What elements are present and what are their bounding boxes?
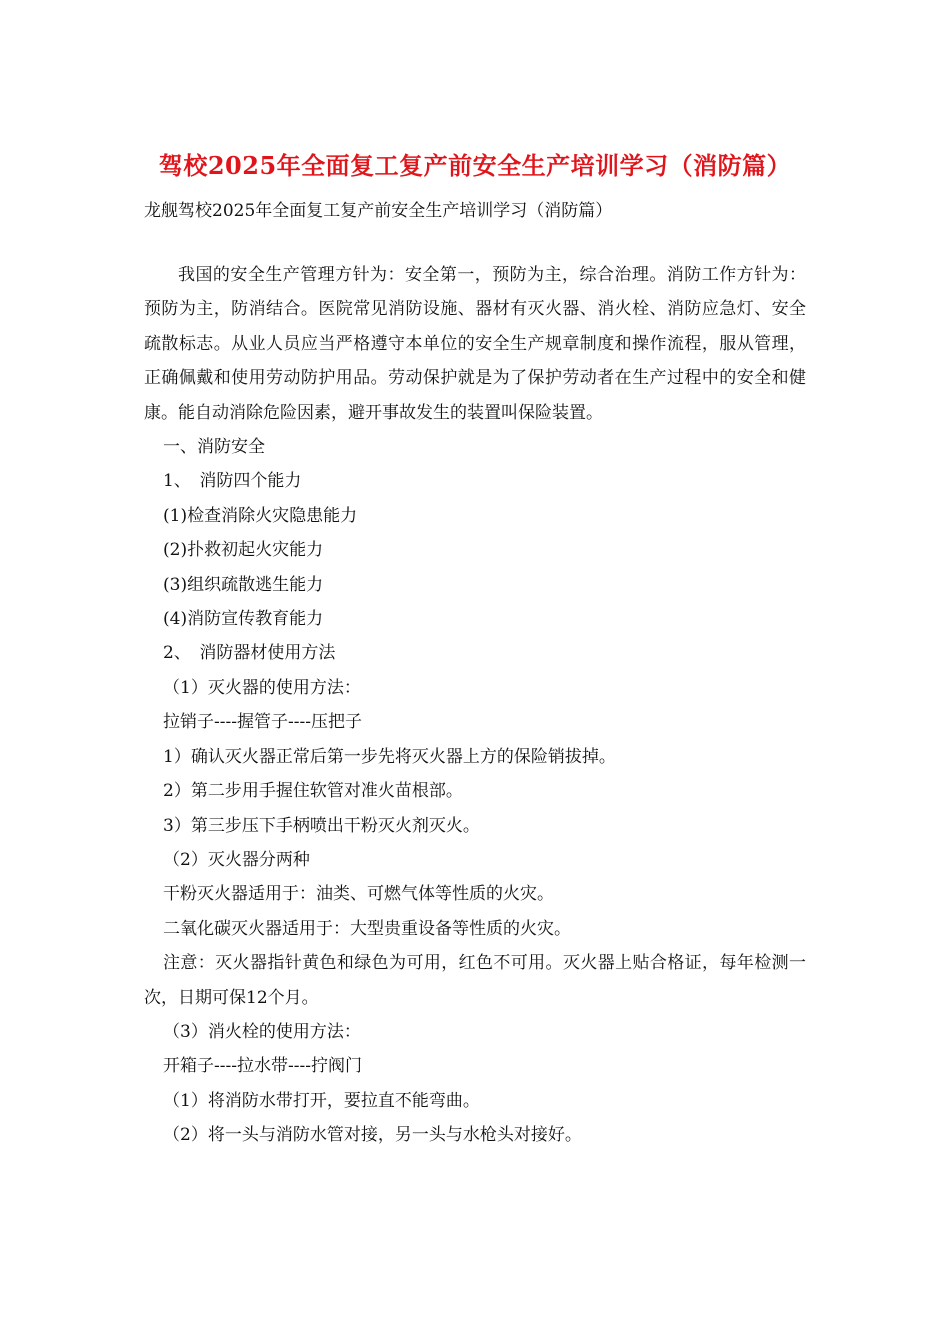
ability-item: (1)检查消除火灾隐患能力 [163, 505, 358, 526]
document-title: 驾校2025年全面复工复产前安全生产培训学习（消防篇） [158, 151, 792, 180]
intro-paragraph: 我国的安全生产管理方针为：安全第一，预防为主，综合治理。消防工作方针为：预防为主，防消结合。医院常见消防设施、器材有灭火器、消火栓、消防应急灯、安全疏散标志。从业人员应当严格遵守本单位的安全生产规章制度和操作流程，服从管理，正确佩戴和使用劳动防护用品。劳动保护就是为了保护劳动者在生产过程中的安全和健康。能自动消除危险因素，避开事故发生的装置叫保险装置。 [144, 265, 806, 423]
item-heading-equipment-usage: 2、 消防器材使用方法 [163, 643, 336, 664]
hydrant-steps-summary: 开箱子----拉水带----拧阀门 [163, 1056, 362, 1077]
extinguisher-type: 干粉灭火器适用于：油类、可燃气体等性质的火灾。 [163, 884, 554, 905]
ability-item: (4)消防宣传教育能力 [163, 609, 324, 630]
hydrant-step: （1）将消防水带打开，要拉直不能弯曲。 [163, 1090, 480, 1111]
ability-item: (2)扑救初起火灾能力 [163, 540, 324, 561]
extinguisher-step: 3）第三步压下手柄喷出干粉灭火剂灭火。 [163, 815, 480, 836]
ability-item: (3)组织疏散逃生能力 [163, 574, 324, 595]
extinguisher-type: 二氧化碳灭火器适用于：大型贵重设备等性质的火灾。 [163, 918, 571, 939]
item-heading-four-abilities: 1、 消防四个能力 [163, 471, 302, 492]
extinguisher-types-heading: （2）灭火器分两种 [163, 849, 310, 870]
document-body [144, 258, 806, 1153]
extinguisher-step: 1）确认灭火器正常后第一步先将灭火器上方的保险销拔掉。 [163, 746, 616, 767]
section-heading-fire-safety: 一、消防安全 [163, 437, 265, 458]
hydrant-usage-heading: （3）消火栓的使用方法： [163, 1021, 361, 1042]
extinguisher-note: 注意：灭火器指针黄色和绿色为可用，红色不可用。灭火器上贴合格证，每年检测一次，日期可保12个月。 [144, 953, 806, 1008]
extinguisher-step: 2）第二步用手握住软管对准火苗根部。 [163, 781, 463, 802]
hydrant-step: （2）将一头与消防水管对接，另一头与水枪头对接好。 [163, 1125, 582, 1146]
extinguisher-steps-summary: 拉销子----握管子----压把子 [163, 712, 362, 733]
extinguisher-usage-heading: （1）灭火器的使用方法： [163, 677, 361, 698]
document-subtitle: 龙舰驾校2025年全面复工复产前安全生产培训学习（消防篇） [144, 201, 613, 221]
